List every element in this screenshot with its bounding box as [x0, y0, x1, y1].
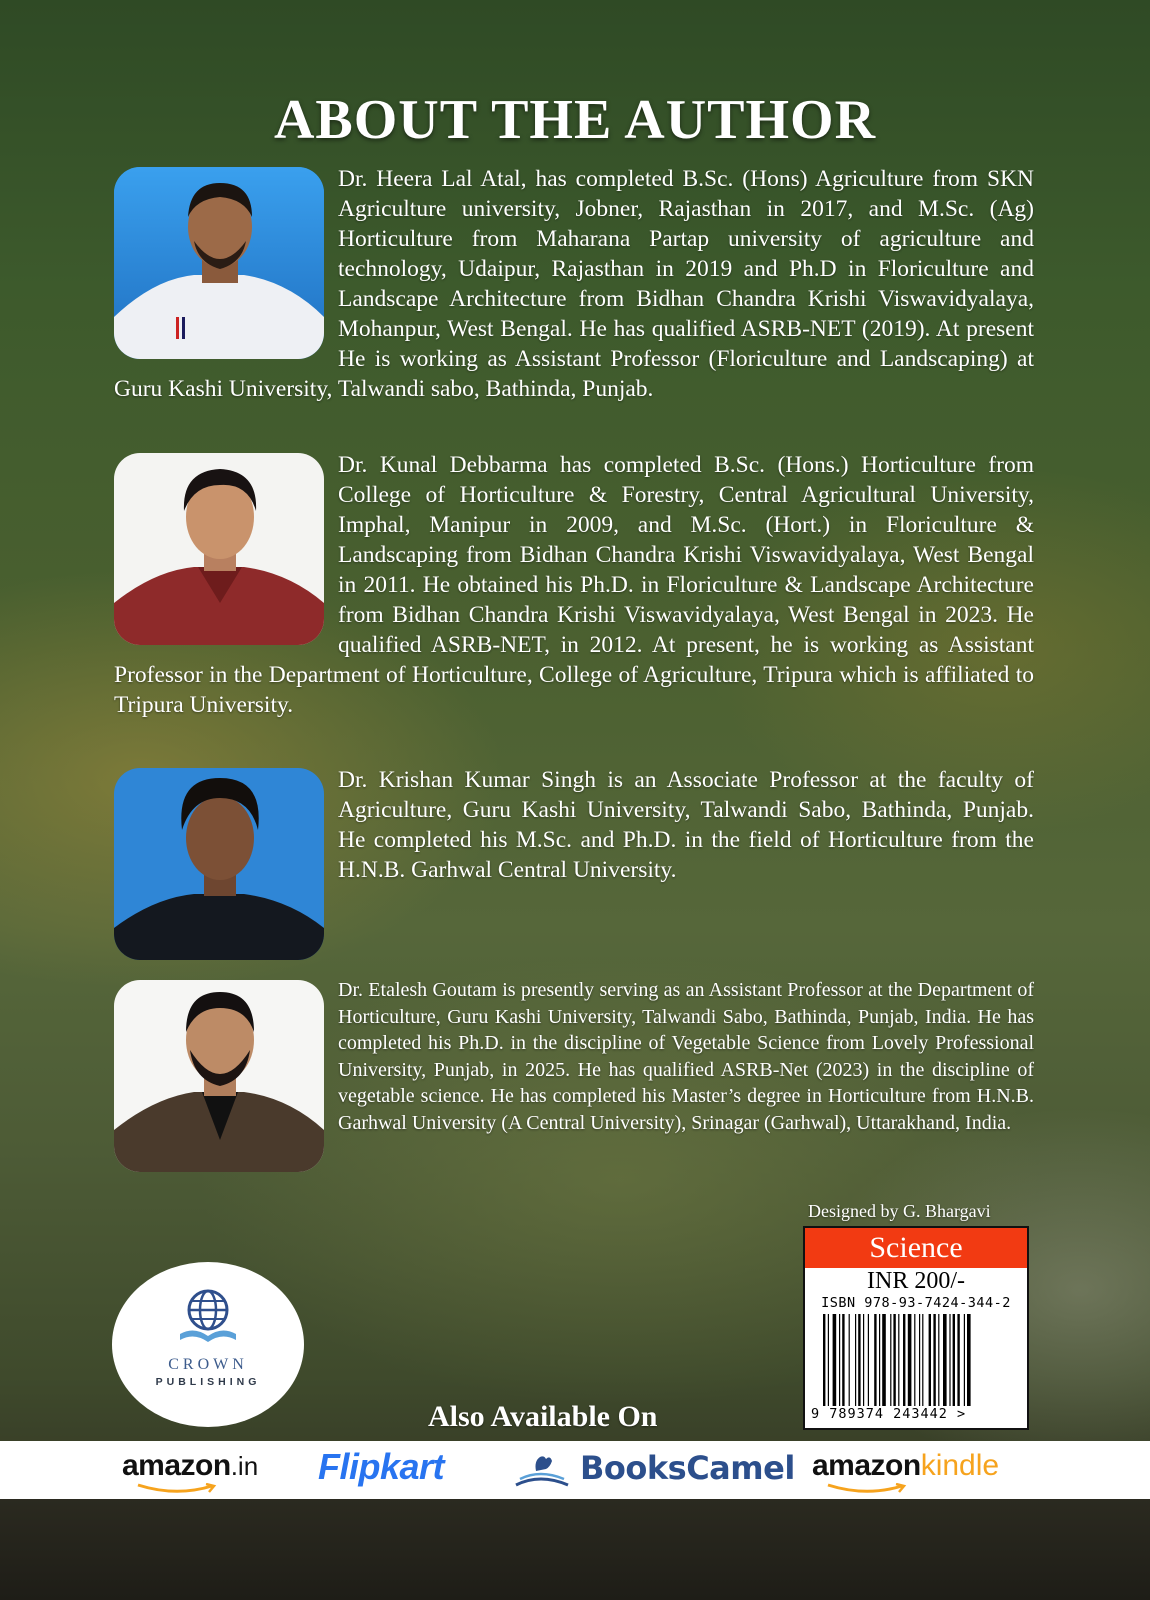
publisher-logo [112, 1262, 304, 1427]
stores-bar [0, 1441, 1150, 1499]
isbn-label: ISBN 978-93-7424-344-2 [821, 1295, 1011, 1311]
price-isbn-box [803, 1226, 1029, 1430]
designer-credit: Designed by G. Bhargavi [808, 1201, 991, 1221]
page-title: ABOUT THE AUTHOR [273, 89, 877, 151]
author-bio-2: Dr. Kunal Debbarma has completed B.Sc. (Hons.) Horticulture from College of Horticulture & Forestry, Central Agricultural University, Imphal, Manipur in 2009, and M.Sc. (Hort.) in Floriculture & Landscaping from Bidhan Chandra Krishi Viswavidyalaya, West Bengal in 2011. He obtained his Ph.D. in Floriculture & Landscape Architecture from Bidhan Chandra Krishi Viswavidyalaya, West Bengal in 2023. He qualified ASRB-NET, in 2012. At present, he is working as Assistant Professor in the Department of Horticulture, College of Agriculture, Tripura which is affiliated to Tripura University. [114, 452, 1034, 718]
author-portrait-icon [114, 453, 324, 645]
author-bio-4: Dr. Etalesh Goutam is presently serving as an Assistant Professor at the Department of Horticulture, Guru Kashi University, Talwandi Sabo, Bathinda, Punjab, India. He has completed his Ph.D. in the discipline of Vegetable Science from Lovely Professional University, Punjab, in 2025. He has qualified ASRB-Net (2023) in the discipline of vegetable science. He has completed his Master’s degree in Horticulture from H.N.B. Garhwal University (A Central University), Srinagar (Garhwal), Uttarakhand, India. [114, 977, 1034, 1178]
author-bio-1: Dr. Heera Lal Atal, has completed B.Sc. (Hons) Agriculture from SKN Agriculture university, Jobner, Rajasthan in 2017, and M.Sc. (Ag) Horticulture from Maharana Partap university of agriculture and technology, Udaipur, Rajasthan in 2019 and Ph.D in Floriculture and Landscape Architecture from Bidhan Chandra Krishi Viswavidyalaya, Mohanpur, West Bengal. He has qualified ASRB-NET (2019). At present He is working as Assistant Professor (Floriculture and Landscaping) at Guru Kashi University, Talwandi sabo, Bathinda, Punjab. [114, 166, 1034, 402]
bottom-band [0, 1499, 1150, 1600]
also-available-heading: Also Available On [428, 1400, 658, 1433]
publisher-name: CROWN [168, 1356, 248, 1373]
author-photo-2 [114, 453, 324, 645]
author-portrait-icon [114, 980, 324, 1172]
flipkart-logo[interactable]: Flipkart [318, 1446, 445, 1487]
ean-label: 9 789374 243442 > [811, 1406, 967, 1422]
amazon-smile-icon [136, 1483, 218, 1495]
author-portrait-icon [114, 167, 324, 359]
author-photo-1 [114, 167, 324, 359]
price-label: INR 200/- [867, 1268, 965, 1294]
amazon-smile-icon [826, 1483, 908, 1495]
author-photo-4 [114, 980, 324, 1172]
author-bio-3: Dr. Krishan Kumar Singh is an Associate Professor at the faculty of Agriculture, Guru Kashi University, Talwandi Sabo, Bathinda, Punjab. He completed his M.Sc. and Ph.D. in the field of Horticulture from the H.N.B. Garhwal Central University. [114, 765, 1034, 966]
author-photo-3 [114, 768, 324, 960]
author-portrait-icon [114, 768, 324, 960]
genre-label: Science [805, 1228, 1027, 1268]
amazon-kindle-logo[interactable]: amazonkindle [812, 1449, 999, 1493]
amazon-in-logo[interactable]: amazon.in [122, 1449, 258, 1493]
bookscamel-text: BooksCamel [580, 1449, 795, 1487]
camel-book-icon [510, 1451, 574, 1491]
globe-book-icon [178, 1288, 238, 1350]
barcode-icon [821, 1314, 1015, 1406]
publisher-subtitle: PUBLISHING [155, 1376, 261, 1388]
